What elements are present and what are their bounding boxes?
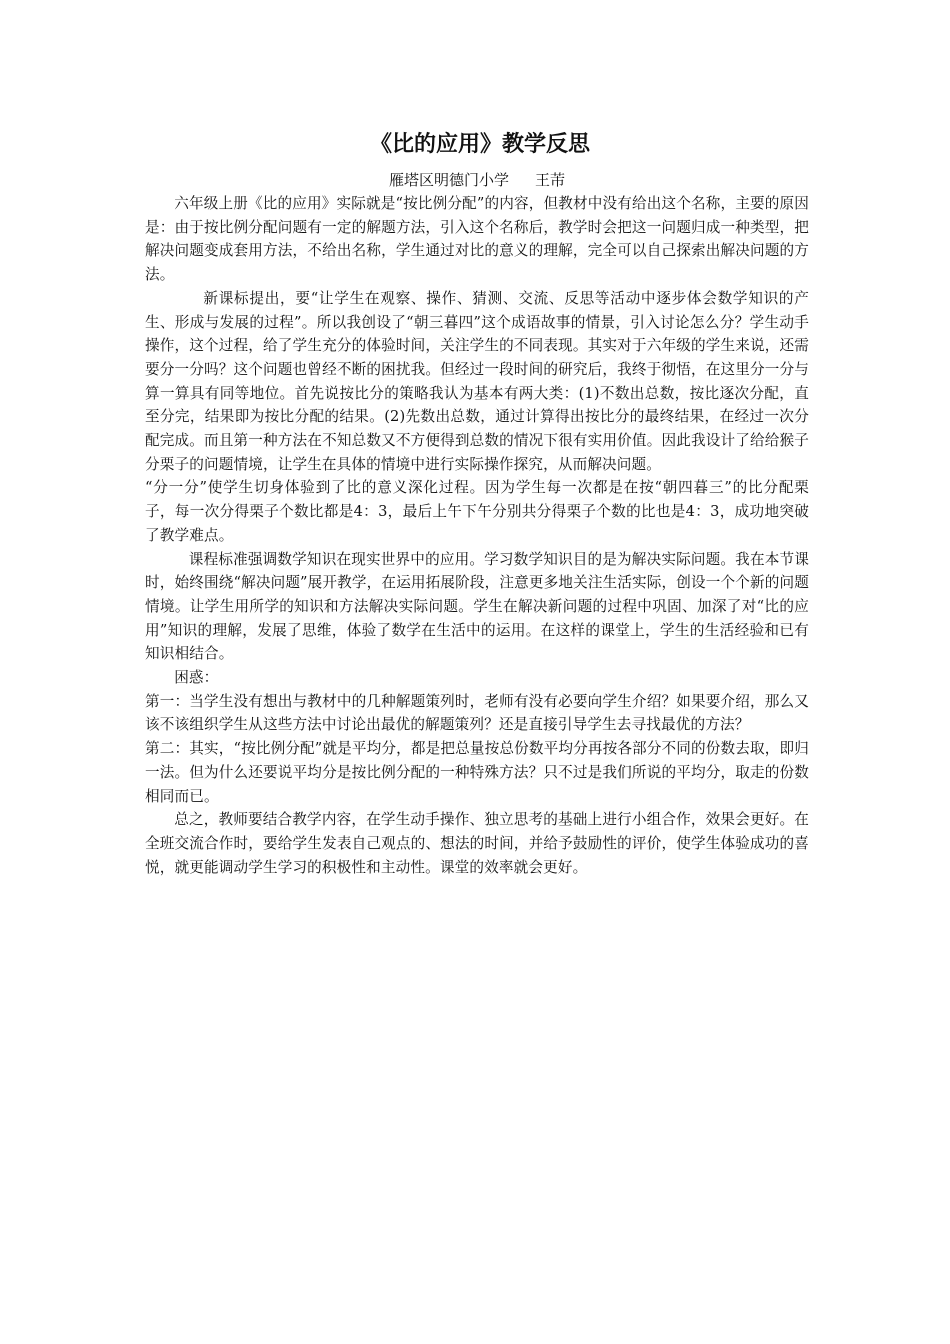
document-body bbox=[145, 130, 809, 879]
paragraph-summary: 总之，教师要结合教学内容，在学生动手操作、独立思考的基础上进行小组合作，效果会更好。在全班交流合作时，要给学生发表自己观点的、想法的时间，并给予鼓励性的评价，使学生体验成功的喜悦，就更能调动学生学习的积极性和主动性。课堂的效率就会更好。 bbox=[145, 811, 809, 876]
author-school: 雁塔区明德门小学 bbox=[388, 171, 509, 189]
document-title: 《比的应用》教学反思 bbox=[369, 132, 590, 157]
author-line bbox=[145, 170, 809, 190]
author-name: 王芾 bbox=[535, 171, 566, 189]
paragraph-confusion-heading: 困惑： bbox=[174, 669, 219, 687]
paragraph-confusion-second: 第二：其实，“按比例分配”就是平均分，都是把总量按总份数平均分再按各部分不同的份数去取，即归一法。但为什么还要说平均分是按比例分配的一种特殊方法？只不过是我们所说的平均分，取走的份数相同而已。 bbox=[145, 740, 809, 805]
paragraph-application: 课程标准强调数学知识在现实世界中的应用。学习数学知识目的是为解决实际问题。我在本节课时，始终围绕“解决问题”展开教学，在运用拓展阶段，注意更多地关注生活实际，创设一个个新的问题情境。让学生用所学的知识和方法解决实际问题。学生在解决新问题的过程中巩固、加深了对“比的应用”知识的理解，发展了思维，体验了数学在生活中的运用。在这样的课堂上，学生的生活经验和已有知识相结合。 bbox=[145, 550, 809, 663]
paragraph-intro: 六年级上册《比的应用》实际就是“按比例分配”的内容，但教材中没有给出这个名称，主要的原因是：由于按比例分配问题有一定的解题方法，引入这个名称后，教学时会把这一问题归成一种类型，把解决问题变成套用方法，不给出名称，学生通过对比的意义的理解，完全可以自己探索出解决问题的方法。 bbox=[145, 195, 809, 284]
paragraph-division: “分一分”使学生切身体验到了比的意义深化过程。因为学生每一次都是在按“朝四暮三”的比分配栗子，每一次分得栗子个数比都是4：3，最后上午下午分别共分得栗子个数的比也是4：3，成功地突破了教学难点。 bbox=[145, 479, 809, 544]
paragraph-confusion-first: 第一：当学生没有想出与教材中的几种解题策列时，老师有没有必要向学生介绍？如果要介绍，那么又该不该组织学生从这些方法中讨论出最优的解题策列？还是直接引导学生去寻找最优的方法？ bbox=[145, 692, 809, 734]
paragraph-curriculum: 新课标提出，要“让学生在观察、操作、猜测、交流、反思等活动中逐步体会数学知识的产生、形成与发展的过程”。所以我创设了“朝三暮四”这个成语故事的情景，引入讨论怎么分？学生动手操作，这个过程，给了学生充分的体验时间，关注学生的不同表现。其实对于六年级的学生来说，还需要分一分吗？这个问题也曾经不断的困扰我。但经过一段时间的研究后，我终于彻悟，在这里分一分与算一算具有同等地位。首先说按比分的策略我认为基本有两大类：(1)不数出总数，按比逐次分配，直至分完，结果即为按比分配的结果。(2)先数出总数，通过计算得出按比分的最终结果，在经过一次分配完成。而且第一种方法在不知总数又不方便得到总数的情况下很有实用价值。因此我设计了给给猴子分栗子的问题情境，让学生在具体的情境中进行实际操作探究，从而解决问题。 bbox=[145, 289, 809, 473]
